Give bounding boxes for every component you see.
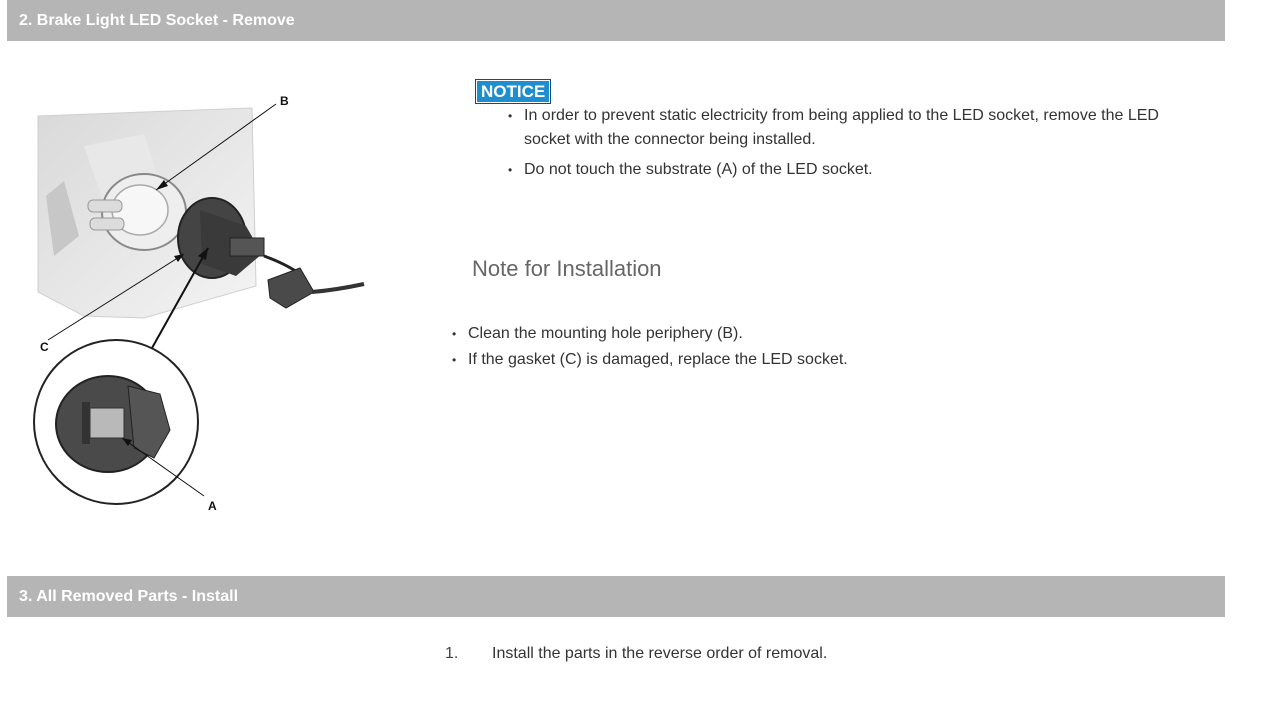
section-header-install-parts <box>7 576 1225 617</box>
section-title: 2. Brake Light LED Socket - Remove <box>19 12 295 29</box>
callout-c-label: C <box>40 340 49 354</box>
step-text: Install the parts in the reverse order of removal. <box>492 645 828 662</box>
installation-note-heading: Note for Installation <box>472 256 662 281</box>
notice-badge: NOTICE <box>476 80 550 103</box>
installation-note-item: • If the gasket (C) is damaged, replace the LED socket. <box>468 347 848 373</box>
section-header-brake-light-remove <box>7 0 1225 41</box>
installation-note-item: • Clean the mounting hole periphery (B). <box>468 321 848 347</box>
callout-b-label: B <box>280 94 289 108</box>
led-socket-illustration <box>24 86 384 518</box>
section-title: 3. All Removed Parts - Install <box>19 588 239 605</box>
notice-item: • Do not touch the substrate (A) of the LED socket. <box>524 158 1204 182</box>
notice-list <box>524 104 1204 188</box>
installation-note-list <box>468 321 848 373</box>
notice-item: • In order to prevent static electricity from being applied to the LED socket, remove the LED socket with the connector being installed. <box>524 104 1204 152</box>
illustration-svg <box>24 86 384 518</box>
step-number: 1. <box>445 645 459 662</box>
callout-a-label: A <box>208 499 217 513</box>
